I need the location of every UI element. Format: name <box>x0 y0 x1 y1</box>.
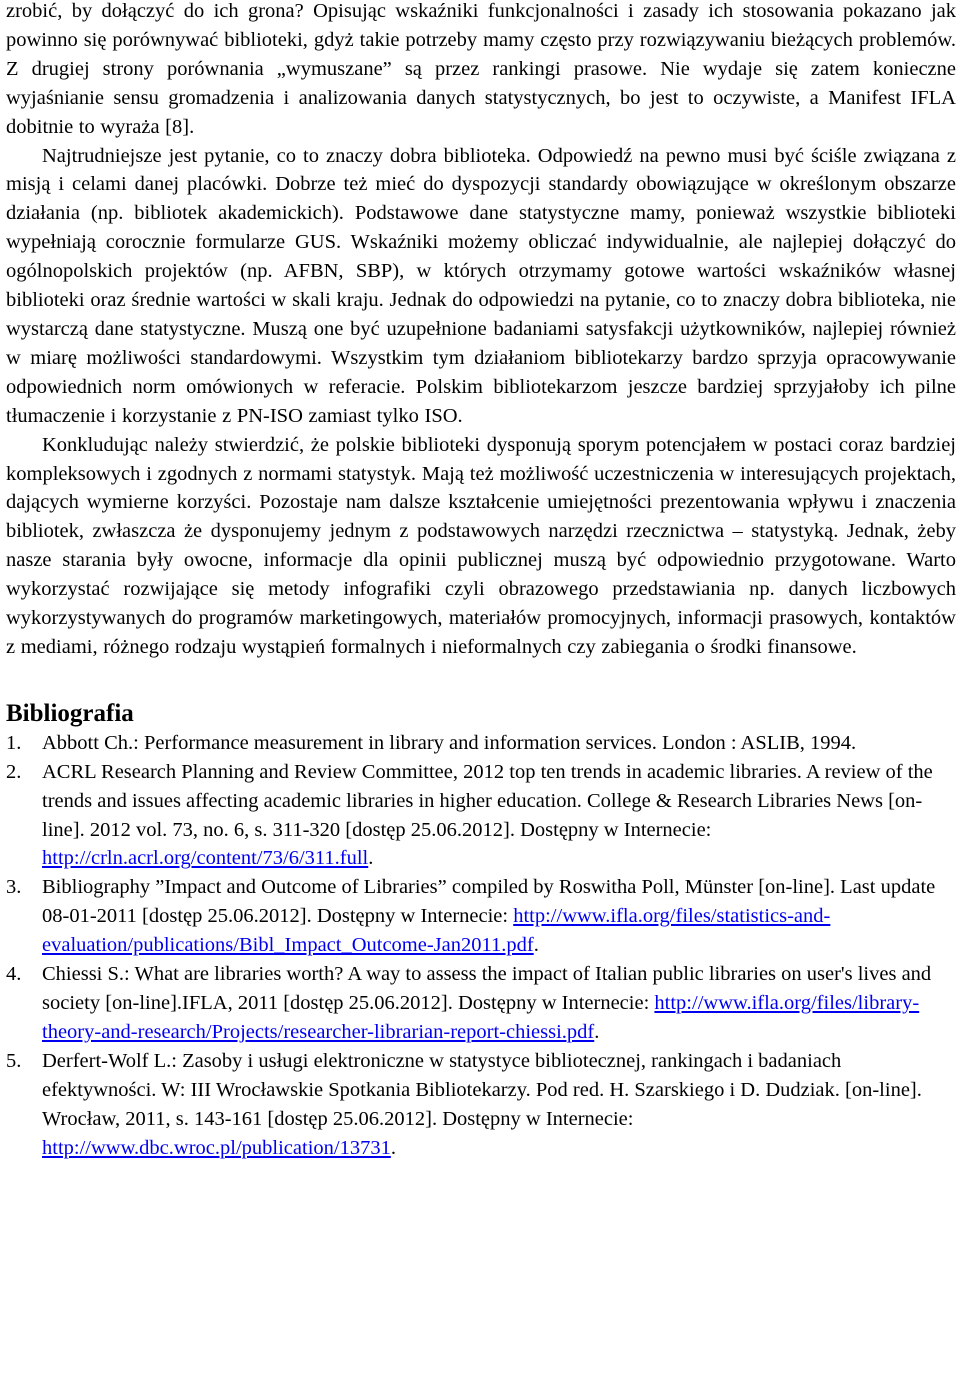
bibliography-item-text: Derfert-Wolf L.: Zasoby i usługi elektroniczne w statystyce bibliotecznej, rankingach i badaniach efektywności. W: III Wrocławskie Spotkania Bibliotekarzy. Pod red. H. Szarskiego i D. Dudziak. [on-line]. Wrocław, 2011, s. 143-161 [dostęp 25.06.2012]. Dostępny w Internecie: <box>42 1049 922 1130</box>
bibliography-item-end: . <box>594 1020 600 1043</box>
bibliography-item-number: 5. <box>6 1049 22 1072</box>
bibliography-item-number: 4. <box>6 963 22 986</box>
document-page <box>6 0 956 1162</box>
bibliography-item-text: Bibliography ”Impact and Outcome of Libraries” compiled by Roswitha Poll, Münster [on-line]. Last update 08-01-2011 [dostęp 25.06.2012]. Dostępny w Internecie: <box>42 876 936 928</box>
bibliography-item-link[interactable]: http://www.dbc.wroc.pl/publication/13731 <box>42 1136 391 1159</box>
body-paragraph-1: zrobić, by dołączyć do ich grona? Opisując wskaźniki funkcjonalności i zasady ich stosowania pokazano jak powinno się porównywać biblioteki, gdyż takie potrzeby mamy często przy rozwiązywaniu bieżących problemów. Z drugiej strony porównania „wymuszane” są przez rankingi prasowe. Nie wydaje się zatem konieczne wyjaśnianie sensu gromadzenia i analizowania danych statystycznych, bo jest to oczywiste, a Manifest IFLA dobitnie to wyraża [8]. <box>6 0 956 138</box>
bibliography-heading: Bibliografia <box>6 699 134 727</box>
bibliography-item-end: . <box>533 934 539 957</box>
bibliography-item-end: . <box>390 1136 396 1159</box>
body-paragraph-3: Konkludując należy stwierdzić, że polskie biblioteki dysponują sporym potencjałem w postaci coraz bardziej kompleksowych i zgodnych z normami statystyk. Mają też możliwość uczestniczenia w interesujących projektach, dających wymierne korzyści. Pozostaje nam dalsze kształcenie umiejętności prezentowania wpływu i znaczenia bibliotek, zwłaszcza że dysponujemy jednym z podstawowych narzędzi rzecznictwa – statystyką. Jednak, żeby nasze starania były owocne, informacje dla opinii publicznej muszą być odpowiednio przygotowane. Warto wykorzystać rozwijające się metody infografiki czyli obrazowego przedstawiania np. danych liczbowych wykorzystywanych do programów marketingowych, materiałów promocyjnych, informacji prasowych, kontaktów z mediami, różnego rodzaju wystąpień formalnych i nieformalnych czy zabiegania o środki finansowe. <box>6 433 956 658</box>
bibliography-item <box>6 960 956 1047</box>
bibliography-item-text: Chiessi S.: What are libraries worth? A way to assess the impact of Italian public libraries on user's lives and society [on-line].IFLA, 2011 [dostęp 25.06.2012]. Dostępny w Internecie: <box>42 963 932 1014</box>
bibliography-item-link[interactable]: http://www.ifla.org/files/statistics-and-evaluation/publications/Bibl_Impact_Outcome-Jan2011.pdf <box>42 905 831 957</box>
bibliography-list <box>6 729 956 1163</box>
bibliography-item-link[interactable]: http://www.ifla.org/files/library-theory-and-research/Projects/researcher-librarian-report-chiessi.pdf <box>42 992 920 1043</box>
bibliography-item <box>6 1047 956 1163</box>
bibliography-item <box>6 729 956 758</box>
bibliography-item-text: ACRL Research Planning and Review Committee, 2012 top ten trends in academic libraries. A review of the trends and issues affecting academic libraries in higher education. College & Research Libraries News [on-line]. 2012 vol. 73, no. 6, s. 311-320 [dostęp 25.06.2012]. Dostępny w Internecie: <box>42 760 933 841</box>
bibliography-item-number: 1. <box>6 731 22 754</box>
bibliography-item-number: 3. <box>6 876 22 899</box>
bibliography-item-number: 2. <box>6 760 22 783</box>
bibliography-item-link[interactable]: http://crln.acrl.org/content/73/6/311.full <box>42 847 369 870</box>
bibliography-item <box>6 873 956 960</box>
bibliography-item-text: Abbott Ch.: Performance measurement in library and information services. London : ASLIB, 1994. <box>42 731 857 754</box>
bibliography-item <box>6 758 956 874</box>
bibliography-item-end: . <box>368 847 374 870</box>
body-paragraph-2: Najtrudniejsze jest pytanie, co to znaczy dobra biblioteka. Odpowiedź na pewno musi być ściśle związana z misją i celami danej placówki. Dobrze też mieć do dyspozycji standardy obowiązujące w określonym obszarze działania (np. bibliotek akademickich). Podstawowe dane statystyczne mamy, ponieważ wszystkie biblioteki wypełniają corocznie formularze GUS. Wskaźniki możemy obliczać indywidualnie, ale najlepiej dołączyć do ogólnopolskich projektów (np. AFBN, SBP), w których otrzymamy gotowe wartości wskaźników własnej biblioteki oraz średnie wartości w skali kraju. Jednak do odpowiedzi na pytanie, co to znaczy dobra biblioteka, nie wystarczą dane statystyczne. Muszą one być uzupełnione badaniami satysfakcji użytkowników, najlepiej również w miarę możliwości standardowymi. Wszystkim tym działaniom bibliotekarzy bardzo sprzyja opracowywanie odpowiednich norm omówionych w referacie. Polskim bibliotekarzom jeszcze bardziej sprzyjałoby ich pilne tłumaczenie i korzystanie z PN-ISO zamiast tylko ISO. <box>6 144 956 427</box>
